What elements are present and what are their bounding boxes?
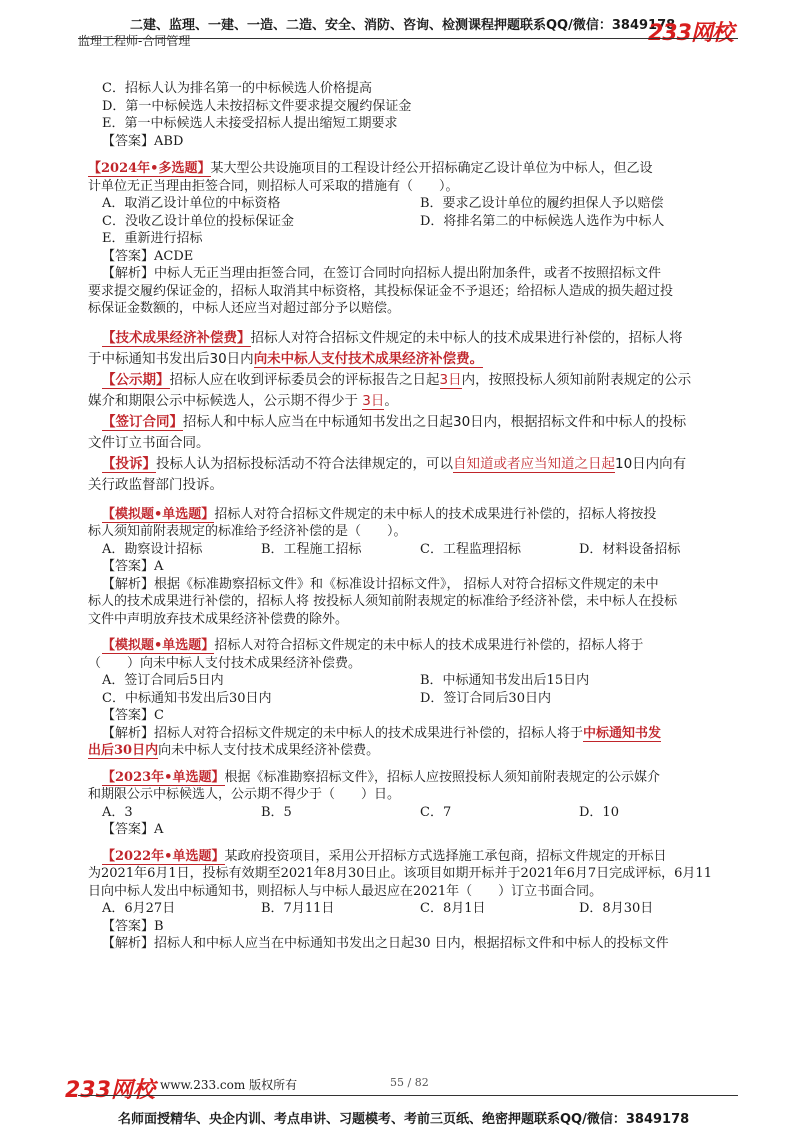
option-d: D．将排名第二的中标候选人选作为中标人 xyxy=(420,213,665,229)
explanation-cont: 标人的技术成果进行补偿的，招标人将 按投标人须知前附表规定的标准给予经济补偿，未中标人在投标 xyxy=(88,594,678,609)
explanation: 【解析】招标人和中标人应当在中标通知书发出之日起30 日内，根据招标文件和中标人的投标文件 xyxy=(102,936,669,951)
key-point-publicity: 【公示期】招标人应在收到评标委员会的评标报告之日起3日内，按照投标人须知前附表规定的公示 媒介和期限公示中标候选人，公示期不得少于 3日。 xyxy=(88,371,692,409)
option-a: A．6月27日 xyxy=(102,901,176,916)
highlight-text: 自知道或者应当知道之日起 xyxy=(453,455,615,472)
question-tag: 【2024年•多选题】 xyxy=(88,161,211,176)
explanation: 【解析】根据《标准勘察招标文件》和《标准设计招标文件》， 招标人对符合招标文件规定的未中 xyxy=(102,576,659,592)
option-a: A．签订合同后5日内 xyxy=(102,673,224,688)
explanation-cont: 要求提交履约保证金的，招标人取消其中标资格，其投标保证金不予退还；给招标人造成的损失超过投 xyxy=(88,283,674,299)
option-b: B．7月11日 xyxy=(261,901,335,916)
options-row xyxy=(88,213,738,231)
content xyxy=(88,80,738,953)
question-stem: 【模拟题•单选题】招标人对符合招标文件规定的未中标人的技术成果进行补偿的，招标人将按投 xyxy=(102,506,657,522)
header-subtitle: 监理工程师-合同管理 xyxy=(78,34,191,48)
key-point-tag: 【公示期】 xyxy=(102,371,170,388)
option-c: C．7 xyxy=(420,804,452,820)
option-d: D．材料设备招标 xyxy=(579,541,681,557)
question-stem: 【2023年•单选题】根据《标准勘察招标文件》，招标人应按照投标人须知前附表规定的公示媒介 xyxy=(102,769,661,785)
brand-logo: 233网校 xyxy=(648,21,733,46)
question-stem: 【模拟题•单选题】招标人对符合招标文件规定的未中标人的技术成果进行补偿的，招标人将于 xyxy=(102,638,644,653)
question-stem: 【2024年•多选题】某大型公共设施项目的工程设计经公开招标确定乙设计单位为中标人，但乙设 xyxy=(88,161,653,176)
answer: 【答案】B xyxy=(102,918,164,934)
key-point-tag: 【技术成果经济补偿费】 xyxy=(102,329,251,346)
option-b: B．工程施工招标 xyxy=(261,541,362,557)
option-d: D．第一中标候选人未按招标文件要求提交履约保证金 xyxy=(102,98,412,114)
key-point-compensation: 【技术成果经济补偿费】招标人对符合招标文件规定的未中标人的技术成果进行补偿的，招标人将 于中标通知书发出后30日内向未中标人支付技术成果经济补偿费。 xyxy=(88,329,683,367)
footer-contact: 名师面授精华、央企内训、考点串讲、习题模考、考前三页纸、绝密押题联系QQ/微信：3849178 xyxy=(118,1112,690,1127)
options-row xyxy=(88,541,738,559)
option-a: A．3 xyxy=(102,804,133,820)
option-e: E．第一中标候选人未接受招标人提出缩短工期要求 xyxy=(102,116,398,131)
header-contact: 二建、监理、一建、一造、二造、安全、消防、咨询、检测课程押题联系QQ/微信：3849178 xyxy=(130,18,676,33)
question-tag: 【模拟题•单选题】 xyxy=(102,506,215,522)
question-tag: 【模拟题•单选题】 xyxy=(102,638,215,653)
option-c: C．8月1日 xyxy=(420,901,486,916)
option-b: B．中标通知书发出后15日内 xyxy=(420,673,590,688)
footer-site: www.233.com 版权所有 xyxy=(160,1078,298,1092)
question-stem-cont: 标人须知前附表规定的标准给予经济补偿的是（ ）。 xyxy=(88,524,407,539)
options-row xyxy=(88,804,738,822)
answer: 【答案】A xyxy=(102,822,164,837)
highlight-text: 3日 xyxy=(439,371,462,388)
highlight-text: 向未中标人支付技术成果经济补偿费。 xyxy=(253,350,484,367)
option-a: A．取消乙设计单位的中标资格 xyxy=(102,196,281,211)
key-point-contract: 【签订合同】招标人和中标人应当在中标通知书发出之日起30日内，根据招标文件和中标人的投标 文件订立书面合同。 xyxy=(88,413,687,451)
explanation-cont: 文件中声明放弃技术成果经济补偿费的除外。 xyxy=(88,611,349,627)
question-stem-cont: 为2021年6月1日，投标有效期至2021年8月30日止。该项目如期开标并于2021年6月7日完成评标，6月11 xyxy=(88,866,712,881)
question-stem-cont: 日向中标人发出中标通知书，则招标人与中标人最迟应在2021年（ ）订立书面合同。 xyxy=(88,883,603,899)
explanation-cont: 出后30日内向未中标人支付技术成果经济补偿费。 xyxy=(88,743,380,758)
question-stem-cont: 和期限公示中标候选人，公示期不得少于（ ）日。 xyxy=(88,787,401,802)
footer-logo: 233网校 xyxy=(65,1078,155,1103)
option-c: C．招标人认为排名第一的中标候选人价格提高 xyxy=(102,81,372,96)
option-c: C．没收乙设计单位的投标保证金 xyxy=(102,213,294,229)
header-divider xyxy=(78,38,738,39)
options-row xyxy=(88,900,738,918)
question-stem: 【2022年•单选题】某政府投资项目，采用公开招标方式选择施工承包商，招标文件规定的开标日 xyxy=(102,848,667,864)
option-c: C．工程监理招标 xyxy=(420,541,521,557)
question-stem-cont: （ ）向未中标人支付技术成果经济补偿费。 xyxy=(88,655,362,671)
option-b: B．要求乙设计单位的履约担保人予以赔偿 xyxy=(420,196,664,211)
answer: 【答案】C xyxy=(102,708,164,723)
option-d: D．签订合同后30日内 xyxy=(420,690,551,706)
option-e: E．重新进行招标 xyxy=(102,231,203,246)
option-d: D．8月30日 xyxy=(579,901,654,916)
options-row xyxy=(88,672,738,690)
question-stem-cont: 计单位无正当理由拒签合同，则招标人可采取的措施有（ ）。 xyxy=(88,178,459,194)
options-row xyxy=(88,195,738,213)
footer-divider xyxy=(78,1095,738,1096)
options-row xyxy=(88,690,738,708)
question-tag: 【2023年•单选题】 xyxy=(102,769,225,785)
key-point-tag: 【签订合同】 xyxy=(102,413,183,430)
explanation-cont: 标保证金数额的，中标人还应当对超过部分予以赔偿。 xyxy=(88,301,401,316)
highlight-text: 3日 xyxy=(362,392,385,409)
explanation: 【解析】招标人对符合招标文件规定的未中标人的技术成果进行补偿的，招标人将于中标通知书发 xyxy=(102,725,662,741)
question-tag: 【2022年•单选题】 xyxy=(102,848,225,864)
answer: 【答案】ABD xyxy=(102,133,184,149)
highlight-text: 出后30日内 xyxy=(88,743,159,758)
answer: 【答案】ACDE xyxy=(102,248,194,264)
explanation: 【解析】中标人无正当理由拒签合同，在签订合同时向招标人提出附加条件，或者不按照招标文件 xyxy=(102,266,662,281)
key-point-complaint: 【投诉】投标人认为招标投标活动不符合法律规定的，可以自知道或者应当知道之日起10日内向有 关行政监督部门投诉。 xyxy=(88,455,687,493)
option-d: D．10 xyxy=(579,804,619,820)
highlight-text: 中标通知书发 xyxy=(583,725,662,741)
option-a: A．勘察设计招标 xyxy=(102,541,203,557)
answer: 【答案】A xyxy=(102,559,164,574)
key-point-tag: 【投诉】 xyxy=(102,455,156,472)
option-c: C．中标通知书发出后30日内 xyxy=(102,690,272,706)
option-b: B．5 xyxy=(261,804,292,820)
page-number: 55 / 82 xyxy=(390,1076,429,1089)
